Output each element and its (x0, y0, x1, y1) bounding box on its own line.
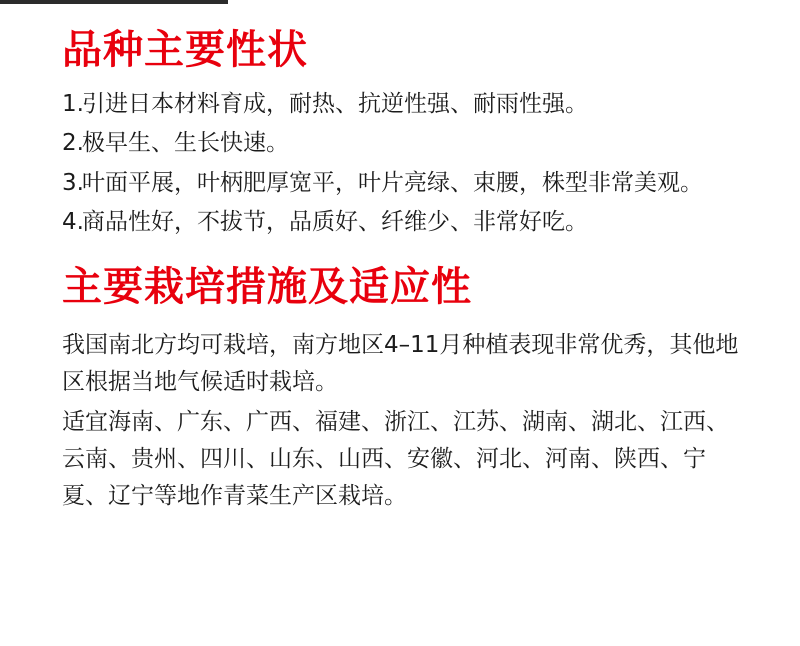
list-item-number: 2. (62, 130, 84, 157)
paragraph: 我国南北方均可栽培，南方地区4–11月种植表现非常优秀，其他地区根据当地气候适时栽培。 (62, 332, 739, 396)
list-item-text: 商品性好，不拔节，品质好、纤维少、非常好吃。 (82, 208, 588, 235)
list-item (62, 204, 744, 241)
varietal-traits-list (62, 86, 744, 241)
list-item-text: 引进日本材料育成，耐热、抗逆性强、耐雨性强。 (82, 91, 588, 117)
list-item-text: 极早生、生长快速。 (82, 130, 289, 157)
list-item-number: 4. (62, 208, 84, 235)
paragraph: 适宜海南、广东、广西、福建、浙江、江苏、湖南、湖北、江西、云南、贵州、四川、山东、山西、安徽、河北、河南、陕西、宁夏、辽宁等地作青菜生产区栽培。 (62, 408, 729, 509)
cultivation-paragraphs (62, 327, 744, 515)
list-item-number: 3. (62, 169, 84, 196)
section-heading-cultivation-measures: 主要栽培措施及适应性 (62, 263, 472, 310)
top-divider-rule (0, 0, 228, 4)
list-item-number: 1. (62, 91, 84, 117)
section-heading-varietal-traits: 品种主要性状 (62, 26, 308, 73)
list-item-text: 叶面平展，叶柄肥厚宽平，叶片亮绿、束腰，株型非常美观。 (82, 169, 703, 196)
list-item (62, 125, 744, 162)
list-item (62, 86, 744, 123)
list-item (62, 165, 744, 202)
